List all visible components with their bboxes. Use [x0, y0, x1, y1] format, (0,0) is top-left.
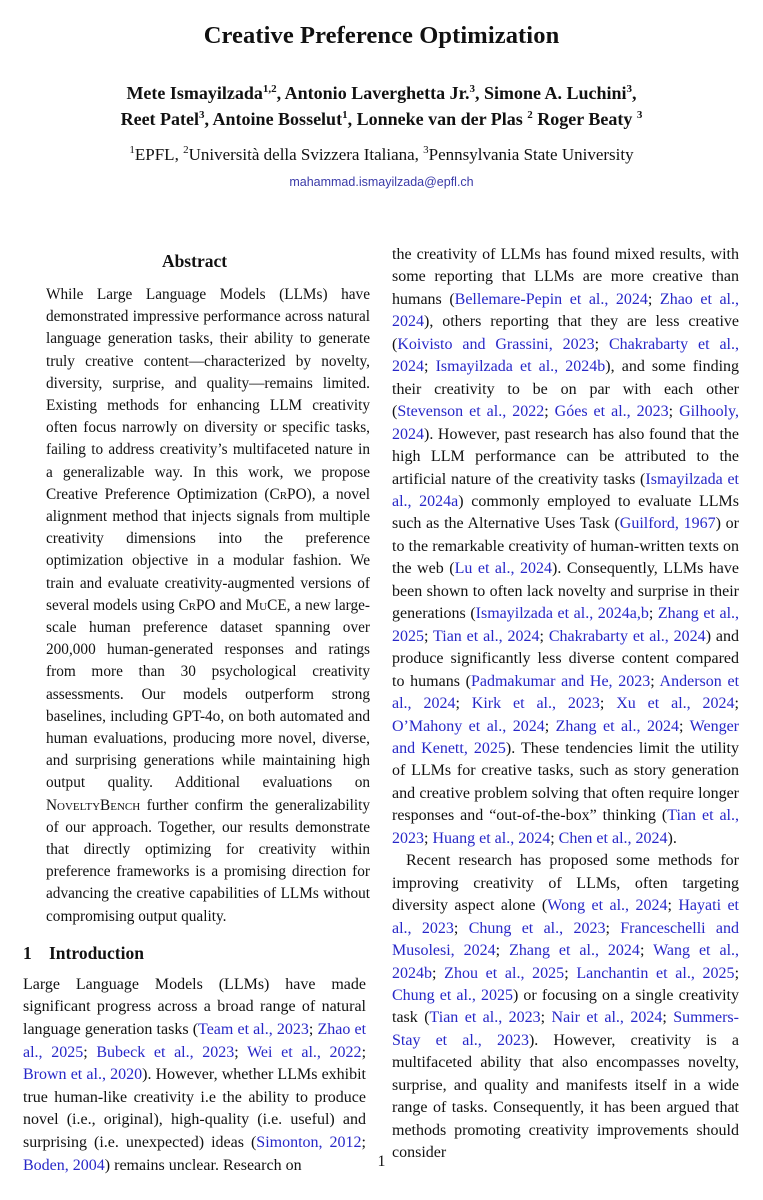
section-heading-introduction — [23, 940, 366, 966]
citation-link[interactable]: Lu et al., 2024 — [454, 560, 552, 578]
citation-link[interactable]: Summers-Stay et al., 2023 — [392, 1009, 739, 1049]
citation-link[interactable]: Bellemare-Pepin et al., 2024 — [454, 290, 648, 308]
abstract-heading: Abstract — [161, 251, 228, 271]
author-name: Mete Ismayilzada — [126, 83, 263, 103]
author-affiliation-marker: 3 — [636, 109, 643, 121]
citation-link[interactable]: Gilhooly, 2024 — [392, 403, 739, 443]
citation-link[interactable]: Tian et al., 2023 — [429, 1009, 541, 1027]
citation-link[interactable]: Franceschelli and Musolesi, 2024 — [392, 919, 740, 960]
affiliations: $^1$EPFL, $^2$Università della Svizzera Italiana, $^3$Pennsylvania State University — [129, 144, 634, 164]
method-name: CrPO — [269, 485, 307, 503]
citation-link[interactable]: Simonton, 2012 — [256, 1134, 362, 1152]
citation-link[interactable]: Wei et al., 2022 — [247, 1043, 362, 1061]
citation-link[interactable]: Ismayilzada et al., 2024a,b — [475, 605, 649, 623]
author-name: Reet Patel — [120, 109, 200, 129]
citation-link[interactable]: Wenger and Kenett, 2025 — [392, 717, 739, 757]
citation-link[interactable]: Hayati et al., 2023 — [392, 897, 739, 937]
citation-link[interactable]: O’Mahony et al., 2024 — [392, 717, 545, 735]
citation-link[interactable]: Guilford, 1967 — [619, 515, 716, 533]
citation-link[interactable]: Tian et al., 2023 — [392, 807, 740, 847]
citation-link[interactable]: Xu et al., 2024 — [616, 695, 735, 713]
citation-link[interactable]: Zhao et al., 2024 — [392, 290, 739, 331]
paper-title: Creative Preference Optimization — [203, 22, 560, 49]
intro-paragraph-1: Large Language Models (LLMs) have made significant progress across a broad range of natural language generation tasks (Team et al., 2023; Zhao et al., 2025; Bubeck et al., 2023; Wei et al., 2022; Brown et al., 2020). However, whether LLMs exhibit true human-like creativity i.e the ability to produce novel (i.e., original), high-quality (i.e. useful) and surprising (i.e. unexpected) ideas (Simonton, 2012; Boden, 2004) remains unclear. Research on — [23, 975, 367, 1174]
citation-link[interactable]: Team et al., 2023 — [198, 1021, 309, 1039]
author-list: Mete Ismayilzada$^{1,2}$, Antonio Laverghetta Jr.$^3$, Simone A. Luchini$^3$, Reet Patel$^3$, Antoine Bosselut$^1$, Lonneke van der Plas $^2$ Roger Beaty $^3$ — [120, 83, 643, 129]
affiliation-name: Università della Svizzera Italiana — [188, 145, 415, 164]
citation-link[interactable]: Chung et al., 2023 — [468, 919, 606, 937]
author-affiliation-marker: 3 — [626, 83, 633, 95]
citation-link[interactable]: Wang et al., 2024b — [392, 942, 740, 982]
intro-paragraph-2: Recent research has proposed some methods for improving creativity of LLMs, often targeting diversity aspect alone (Wong et al., 2024; Hayati et al., 2023; Chung et al., 2023; Franceschelli and Musolesi, 2024; Zhang et al., 2024; Wang et al., 2024b; Zhou et al., 2025; Lanchantin et al., 2025; Chung et al., 2025) or focusing on a single creativity task (Tian et al., 2023; Nair et al., 2024; Summers-Stay et al., 2023). However, creativity is a multifaceted ability that also encompasses novelty, surprise, and quality and manifests itself in a wide range of tasks. Consequently, it has been argued that methods promoting creativity improvements should consider — [392, 852, 740, 1162]
dataset-name: MuCE — [245, 596, 287, 614]
affiliation-name: Pennsylvania State University — [428, 145, 634, 164]
citation-link[interactable]: Ismayilzada et al., 2024b — [435, 358, 606, 376]
affiliation-marker: 3 — [423, 144, 429, 156]
section-number: 1 — [23, 942, 32, 963]
citation-link[interactable]: Zhang et al., 2024 — [555, 717, 680, 735]
abstract-text: While Large Language Models (LLMs) have demonstrated impressive performance across natural language generation tasks, their ability to generate truly creative content—characterized by novelty, diversity, surprise, and quality—remains limited. Existing methods for enhancing LLM creativity often focus narrowly on diversity or specific tasks, failing to address creativity’s multifaceted nature in a generalizable way. In this work, we propose Creative Preference Optimization (CrPO), a novel alignment method that injects signals from multiple creativity dimensions into the preference optimization objective in a modular fashion. We train and evaluate creativity-augmented versions of several models using CrPO and MuCE, a new large-scale human preference dataset spanning over 200,000 human-generated responses and ratings from more than 30 psychological creativity assessments. Our models outperform strong baselines, including GPT-4o, on both automated and human evaluations, producing more novel, diverse, and surprising generations while maintaining high output quality. Additional evaluations on NoveltyBench further confirm the generalizability of our approach. Together, our results demonstrate that directly optimizing for creativity within preference frameworks is a promising direction for advancing the creative capabilities of LLMs without compromising output quality. — [46, 286, 370, 925]
section-title: Introduction — [49, 942, 144, 963]
benchmark-name: NoveltyBench — [46, 796, 141, 814]
citation-link[interactable]: Wong et al., 2024 — [547, 897, 668, 915]
citation-link[interactable]: Bubeck et al., 2023 — [96, 1043, 235, 1061]
citation-link[interactable]: Stevenson et al., 2022 — [397, 403, 545, 421]
citation-link[interactable]: Boden, 2004 — [23, 1156, 105, 1174]
citation-link[interactable]: Zhou et al., 2025 — [444, 964, 565, 982]
citation-link[interactable]: Brown et al., 2020 — [23, 1066, 143, 1084]
citation-link[interactable]: Góes et al., 2023 — [554, 403, 669, 421]
citation-link[interactable]: Zhang et al., 2025 — [392, 605, 740, 645]
citation-link[interactable]: Chung et al., 2025 — [392, 986, 514, 1004]
author-affiliation-marker: 2 — [527, 109, 533, 121]
citation-link[interactable]: Nair et al., 2024 — [551, 1009, 663, 1027]
author-name: Lonneke van der Plas — [356, 109, 523, 129]
author-name: Antonio Laverghetta Jr. — [284, 83, 470, 103]
citation-link[interactable]: Tian et al., 2024 — [433, 627, 540, 645]
citation-link[interactable]: Chen et al., 2024 — [558, 829, 668, 847]
affiliation-marker: 2 — [183, 144, 189, 156]
author-name: Simone A. Luchini — [484, 83, 627, 103]
citation-link[interactable]: Chakrabarty et al., 2024 — [548, 627, 706, 645]
citation-link[interactable]: Padmakumar and He, 2023 — [470, 672, 651, 690]
citation-link[interactable]: Anderson et al., 2024 — [392, 672, 740, 713]
citation-link[interactable]: Lanchantin et al., 2025 — [576, 964, 735, 982]
author-affiliation-marker: 1 — [342, 109, 348, 121]
author-affiliation-marker: 3 — [469, 83, 475, 95]
author-affiliation-marker: 1,2 — [262, 83, 277, 95]
citation-link[interactable]: Chakrabarty et al., 2024 — [392, 335, 740, 376]
citation-link[interactable]: Koivisto and Grassini, 2023 — [397, 335, 595, 353]
citation-link[interactable]: Kirk et al., 2023 — [471, 695, 600, 713]
page-number: 1 — [377, 1153, 386, 1170]
citation-link[interactable]: Zhao et al., 2025 — [23, 1021, 367, 1061]
right-column — [392, 244, 739, 1165]
author-name: Antoine Bosselut — [212, 109, 343, 129]
intro-paragraph-1-continued: the creativity of LLMs has found mixed results, with some reporting that LLMs are more creative than humans (Bellemare-Pepin et al., 2024; Zhao et al., 2024), others reporting that they are less creative (Koivisto and Grassini, 2023; Chakrabarty et al., 2024; Ismayilzada et al., 2024b), and some finding their creativity to be on par with each other (Stevenson et al., 2022; Góes et al., 2023; Gilhooly, 2024). However, past research has also found that the high LLM performance can be attributed to the artificial nature of the creativity tasks (Ismayilzada et al., 2024a) commonly employed to evaluate LLMs such as the Alternative Uses Task (Guilford, 1967) or to the remarkable creativity of human-written texts on the web (Lu et al., 2024). Consequently, LLMs have been shown to often lack novelty and surprise in their generations (Ismayilzada et al., 2024a,b; Zhang et al., 2025; Tian et al., 2024; Chakrabarty et al., 2024) and produce significantly less diverse content compared to humans (Padmakumar and He, 2023; Anderson et al., 2024; Kirk et al., 2023; Xu et al., 2024; O’Mahony et al., 2024; Zhang et al., 2024; Wenger and Kenett, 2025). These tendencies limit the utility of LLMs for creative tasks, such as story generation and creative problem solving that often require longer responses and “out-of-the-box” thinking (Tian et al., 2023; Huang et al., 2024; Chen et al., 2024). — [392, 246, 740, 847]
affiliation-name: EPFL — [134, 145, 175, 164]
contact-email[interactable]: mahammad.ismayilzada@epfl.ch — [289, 175, 474, 189]
citation-link[interactable]: Zhang et al., 2024 — [509, 942, 640, 960]
affiliation-marker: 1 — [129, 144, 135, 156]
author-name: Roger Beaty — [537, 109, 633, 129]
method-name: CrPO — [178, 596, 216, 614]
citation-link[interactable]: Ismayilzada et al., 2024a — [392, 470, 740, 510]
citation-link[interactable]: Huang et al., 2024 — [432, 829, 551, 847]
author-affiliation-marker: 3 — [199, 109, 205, 121]
left-column — [23, 248, 370, 1177]
